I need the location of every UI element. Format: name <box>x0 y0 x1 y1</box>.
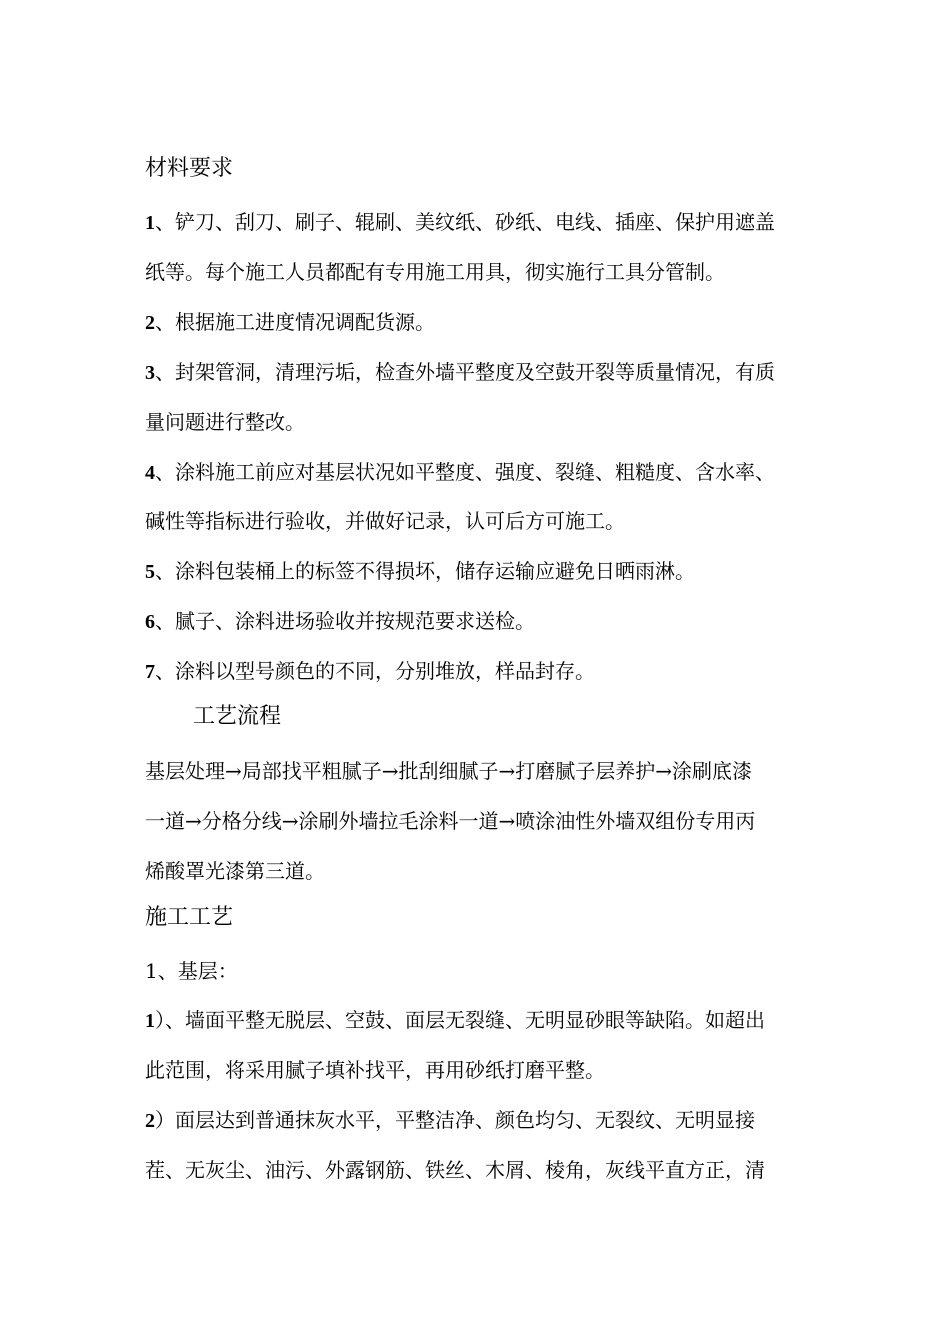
construction-item-1-line-2: 此范围，将采用腻子填补找平，再用砂纸打磨平整。 <box>145 1058 605 1082</box>
process-heading: 工艺流程 <box>193 704 282 729</box>
process-line-1: 基层处理→局部找平粗腻子→批刮细腻子→打磨腻子层养护→涂刷底漆 <box>145 759 753 783</box>
materials-item-5: 5、涂料包装桶上的标签不得损坏，储存运输应避免日晒雨淋。 <box>145 559 695 583</box>
construction-item-2-line-2: 茬、无灰尘、油污、外露钢筋、铁丝、木屑、棱角，灰线平直方正，清 <box>145 1158 765 1182</box>
process-line-3: 烯酸罩光漆第三道。 <box>145 859 325 883</box>
materials-item-3-line-2: 量问题进行整改。 <box>145 410 305 434</box>
materials-item-1-line-1: 1、铲刀、刮刀、刷子、辊刷、美纹纸、砂纸、电线、插座、保护用遮盖 <box>145 210 775 234</box>
process-line-2: 一道→分格分线→涂刷外墙拉毛涂料一道→喷涂油性外墙双组份专用丙 <box>145 809 756 833</box>
materials-item-3-line-1: 3、封架管洞，清理污垢，检查外墙平整度及空鼓开裂等质量情况，有质 <box>145 360 775 384</box>
materials-item-2: 2、根据施工进度情况调配货源。 <box>145 310 435 334</box>
construction-subheading: 1、基层： <box>145 959 238 983</box>
construction-heading: 施工工艺 <box>145 905 234 930</box>
materials-item-1-line-2: 纸等。每个施工人员都配有专用施工用具，彻实施行工具分管制。 <box>145 260 725 284</box>
materials-item-4-line-2: 碱性等指标进行验收，并做好记录，认可后方可施工。 <box>145 509 625 533</box>
materials-heading: 材料要求 <box>145 156 234 181</box>
materials-item-4-line-1: 4、涂料施工前应对基层状况如平整度、强度、裂缝、粗糙度、含水率、 <box>145 460 775 484</box>
construction-item-2-line-1: 2）面层达到普通抹灰水平，平整洁净、颜色均匀、无裂纹、无明显接 <box>145 1108 755 1132</box>
construction-item-1-line-1: 1）、墙面平整无脱层、空鼓、面层无裂缝、无明显砂眼等缺陷。如超出 <box>145 1008 765 1032</box>
materials-item-6: 6、腻子、涂料进场验收并按规范要求送检。 <box>145 609 535 633</box>
materials-item-7: 7、涂料以型号颜色的不同，分别堆放，样品封存。 <box>145 659 595 683</box>
